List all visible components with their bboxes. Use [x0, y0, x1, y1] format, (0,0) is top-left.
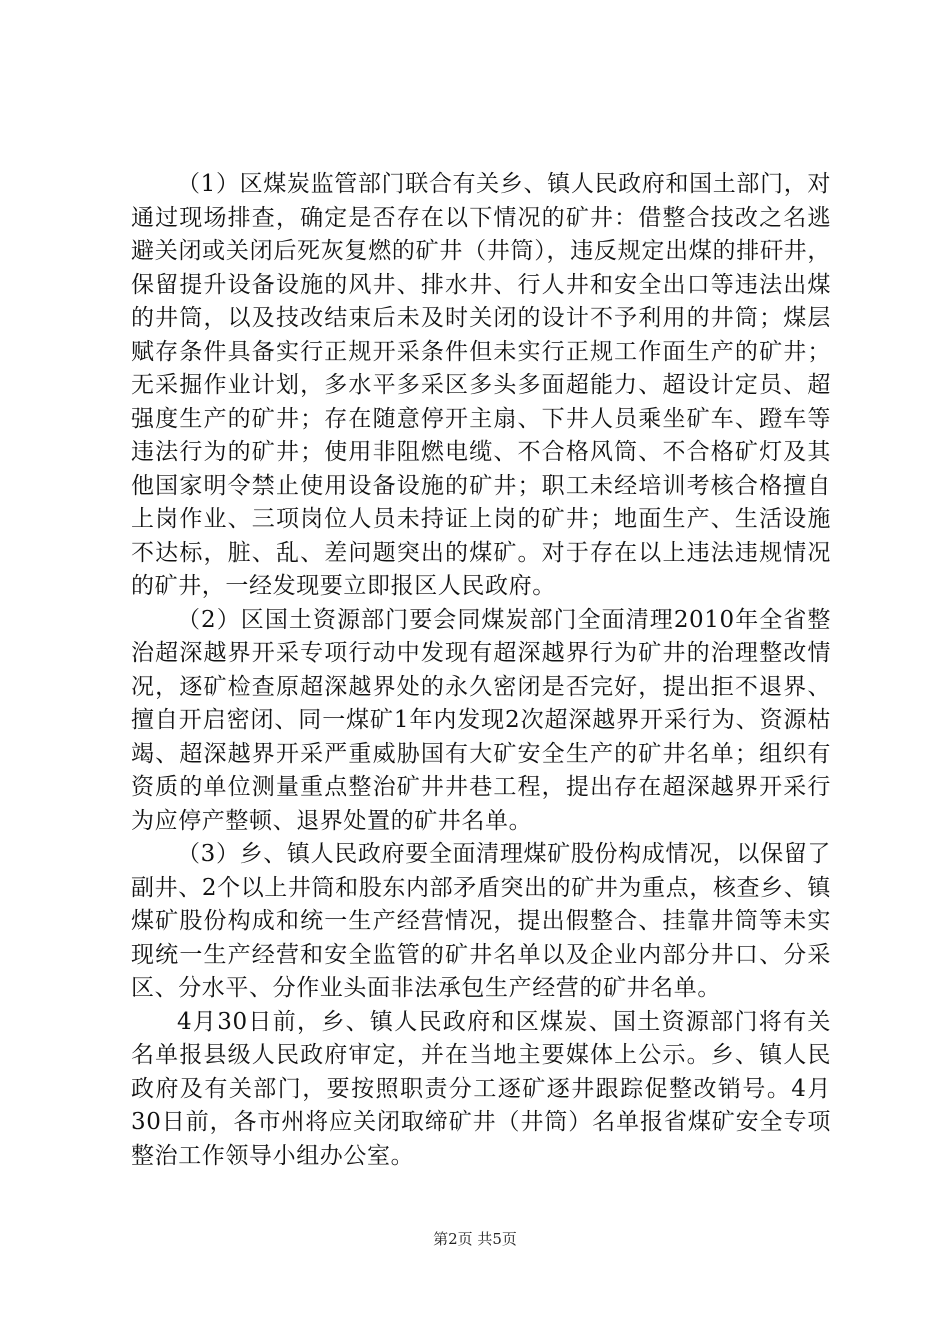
document-body: [131, 168, 831, 1173]
paragraph-3: （3）乡、镇人民政府要全面清理煤矿股份构成情况，以保留了副井、2个以上井筒和股东内部矛盾突出的矿井为重点，核查乡、镇煤矿股份构成和统一生产经营情况，提出假整合、挂靠井筒等未实现统一生产经营和安全监管的矿井名单以及企业内部分井口、分采区、分水平、分作业头面非法承包生产经营的矿井名单。: [131, 841, 831, 1001]
paragraph-2: （2）区国土资源部门要会同煤炭部门全面清理2010年全省整治超深越界开采专项行动中发现有超深越界行为矿井的治理整改情况，逐矿检查原超深越界处的永久密闭是否完好，提出拒不退界、擅自开启密闭、同一煤矿1年内发现2次超深越界开采行为、资源枯竭、超深越界开采严重威胁国有大矿安全生产的矿井名单；组织有资质的单位测量重点整治矿井井巷工程，提出存在超深越界开采行为应停产整顿、退界处置的矿井名单。: [131, 606, 831, 834]
page-number-footer: 第2页 共5页: [433, 1230, 517, 1248]
paragraph-1: （1）区煤炭监管部门联合有关乡、镇人民政府和国土部门，对通过现场排查，确定是否存在以下情况的矿井：借整合技改之名逃避关闭或关闭后死灰复燃的矿井（井筒），违反规定出煤的排矸井，保留提升设备设施的风井、排水井、行人井和安全出口等违法出煤的井筒，以及技改结束后未及时关闭的设计不予利用的井筒；煤层赋存条件具备实行正规开采条件但未实行正规工作面生产的矿井；无采掘作业计划，多水平多采区多头多面超能力、超设计定员、超强度生产的矿井；存在随意停开主扇、下井人员乘坐矿车、蹬车等违法行为的矿井；使用非阻燃电缆、不合格风筒、不合格矿灯及其他国家明令禁止使用设备设施的矿井；职工未经培训考核合格擅自上岗作业、三项岗位人员未持证上岗的矿井；地面生产、生活设施不达标，脏、乱、差问题突出的煤矿。对于存在以上违法违规情况的矿井，一经发现要立即报区人民政府。: [131, 171, 831, 599]
paragraph-4: 4月30日前，乡、镇人民政府和区煤炭、国土资源部门将有关名单报县级人民政府审定，并在当地主要媒体上公示。乡、镇人民政府及有关部门，要按照职责分工逐矿逐井跟踪促整改销号。4月30日前，各市州将应关闭取缔矿井（井筒）名单报省煤矿安全专项整治工作领导小组办公室。: [131, 1008, 831, 1169]
